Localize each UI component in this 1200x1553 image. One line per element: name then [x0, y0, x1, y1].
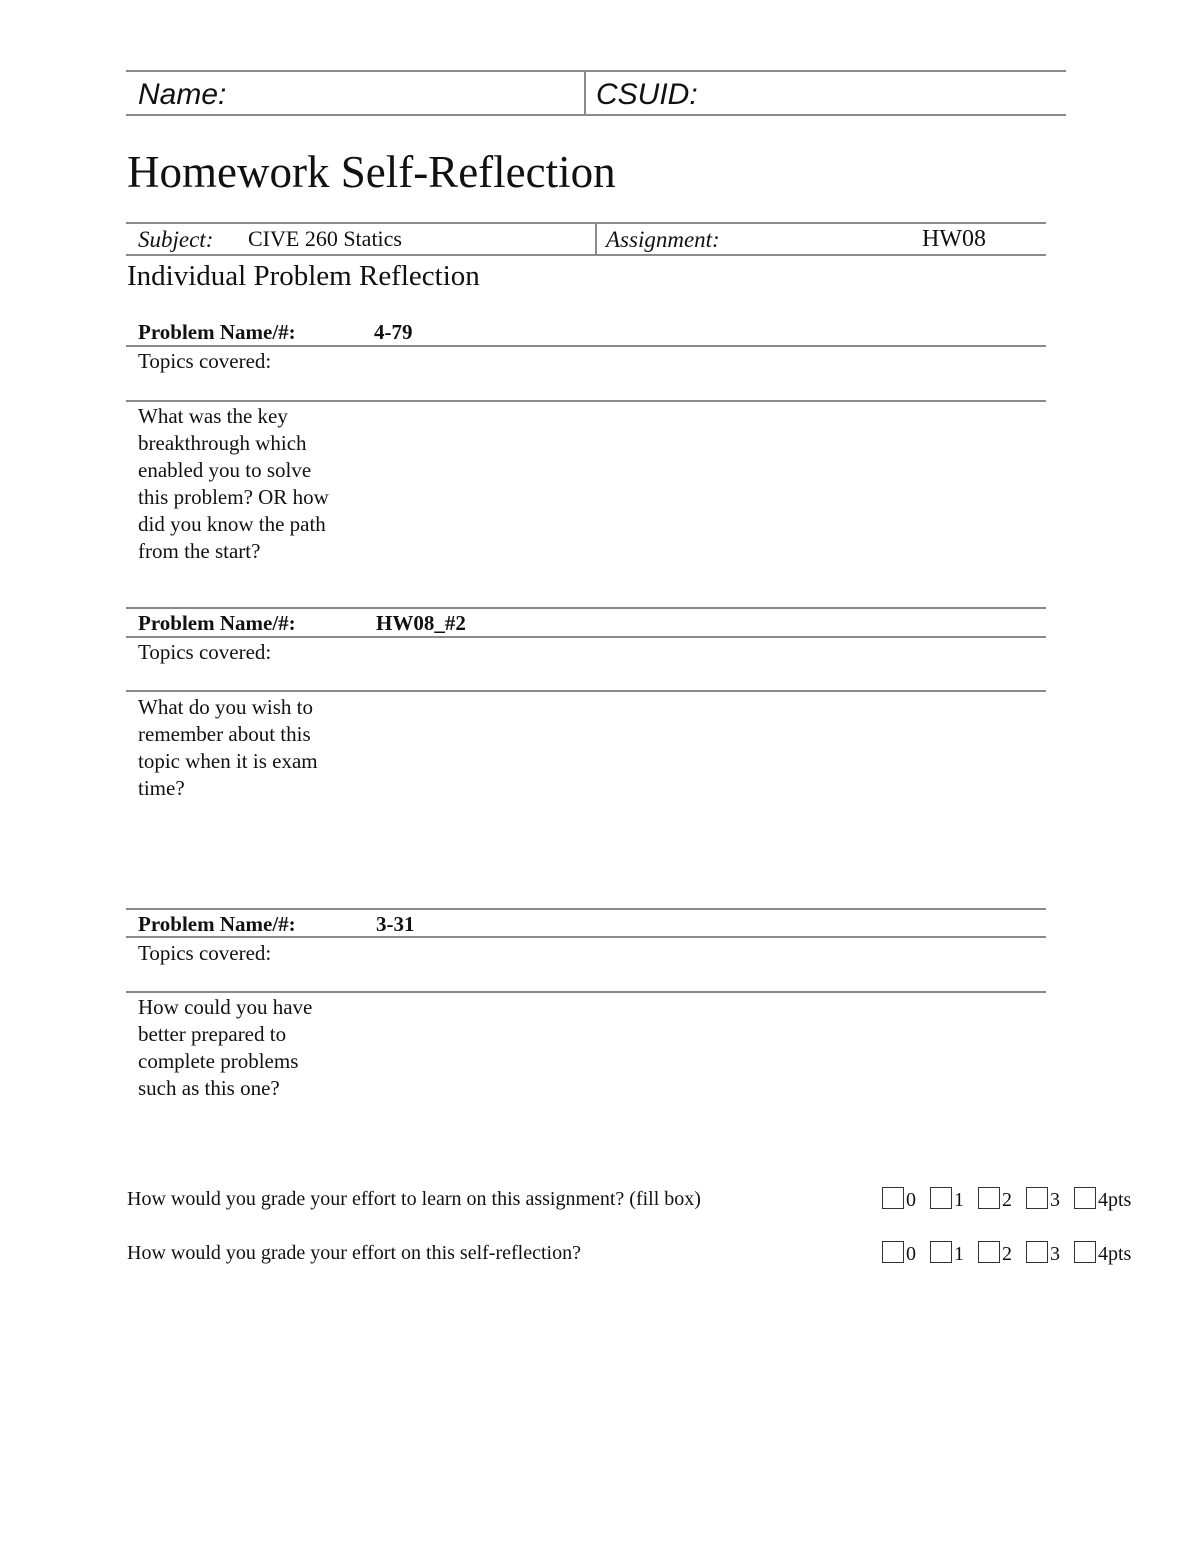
question-line: What was the key — [138, 404, 288, 428]
grade-effort-learn-question: How would you grade your effort to learn on this assignment? (fill box) — [127, 1188, 701, 1210]
header-divider — [584, 71, 586, 115]
problem-rule — [126, 636, 1046, 638]
grade-option[interactable]: 4pts — [1074, 1187, 1131, 1212]
question-line: from the start? — [138, 539, 261, 563]
reflection-answer-field[interactable] — [360, 994, 1040, 1134]
question-line: topic when it is exam — [138, 749, 318, 773]
reflection-answer-field[interactable] — [360, 403, 1040, 603]
problem-rule — [126, 690, 1046, 692]
question-line: did you know the path — [138, 512, 326, 536]
question-line: complete problems — [138, 1049, 299, 1073]
checkbox-icon[interactable] — [930, 1241, 952, 1263]
question-line: remember about this — [138, 722, 311, 746]
question-line: better prepared to — [138, 1022, 287, 1046]
question-line: What do you wish to — [138, 695, 313, 719]
checkbox-icon[interactable] — [882, 1241, 904, 1263]
checkbox-icon[interactable] — [1026, 1187, 1048, 1209]
problem-rule — [126, 400, 1046, 402]
question-line: enabled you to solve — [138, 458, 312, 482]
checkbox-icon[interactable] — [930, 1187, 952, 1209]
grade-effort-reflection-options — [882, 1241, 1140, 1266]
topics-answer-field[interactable] — [360, 639, 1040, 689]
assignment-value: HW08 — [922, 226, 986, 252]
grade-effort-reflection-row — [127, 1241, 1132, 1265]
header-top-rule — [126, 70, 1066, 72]
problem-name-label: Problem Name/#: — [138, 912, 296, 936]
problem-rule — [126, 345, 1046, 347]
topics-label: Topics covered: — [138, 941, 272, 965]
question-line: time? — [138, 776, 185, 800]
grade-effort-reflection-question: How would you grade your effort on this self-reflection? — [127, 1242, 581, 1264]
name-field[interactable] — [240, 74, 580, 112]
assignment-label: Assignment: — [606, 227, 720, 252]
problem-rule — [126, 607, 1046, 609]
grade-option[interactable]: 3 — [1026, 1187, 1060, 1212]
problem-number: 3-31 — [376, 912, 415, 936]
subject-divider — [595, 223, 597, 255]
reflection-question — [138, 403, 329, 565]
checkbox-icon[interactable] — [978, 1187, 1000, 1209]
problem-rule — [126, 991, 1046, 993]
grade-option[interactable]: 1 — [930, 1241, 964, 1266]
csuid-field[interactable] — [700, 74, 1060, 112]
grade-option[interactable]: 0 — [882, 1187, 916, 1212]
section-title: Individual Problem Reflection — [127, 260, 480, 292]
topics-label: Topics covered: — [138, 640, 272, 664]
problem-rule — [126, 908, 1046, 910]
question-line: How could you have — [138, 995, 313, 1019]
topics-answer-field[interactable] — [360, 348, 1040, 398]
checkbox-icon[interactable] — [1026, 1241, 1048, 1263]
grade-option[interactable]: 3 — [1026, 1241, 1060, 1266]
reflection-question — [138, 694, 318, 802]
problem-name-label: Problem Name/#: — [138, 320, 296, 344]
problem-number: 4-79 — [374, 320, 413, 344]
grade-option[interactable]: 2 — [978, 1187, 1012, 1212]
checkbox-icon[interactable] — [1074, 1187, 1096, 1209]
csuid-label: CSUID: — [596, 78, 698, 111]
problem-rule — [126, 936, 1046, 938]
page-title: Homework Self-Reflection — [127, 147, 616, 197]
grade-effort-learn-row — [127, 1187, 1132, 1211]
header-bottom-rule — [126, 114, 1066, 116]
topics-label: Topics covered: — [138, 349, 272, 373]
reflection-question — [138, 994, 312, 1102]
question-line: such as this one? — [138, 1076, 280, 1100]
grade-option[interactable]: 2 — [978, 1241, 1012, 1266]
subject-value: CIVE 260 Statics — [248, 226, 402, 251]
subject-bottom-rule — [126, 254, 1046, 256]
question-line: this problem? OR how — [138, 485, 329, 509]
subject-label: Subject: — [138, 227, 214, 252]
grade-option[interactable]: 1 — [930, 1187, 964, 1212]
topics-answer-field[interactable] — [360, 940, 1040, 990]
name-label: Name: — [138, 78, 227, 111]
subject-top-rule — [126, 222, 1046, 224]
grade-option[interactable]: 0 — [882, 1241, 916, 1266]
problem-name-label: Problem Name/#: — [138, 611, 296, 635]
problem-number: HW08_#2 — [376, 611, 466, 635]
checkbox-icon[interactable] — [882, 1187, 904, 1209]
reflection-answer-field[interactable] — [360, 694, 1040, 904]
checkbox-icon[interactable] — [978, 1241, 1000, 1263]
grade-effort-learn-options — [882, 1187, 1140, 1212]
question-line: breakthrough which — [138, 431, 307, 455]
grade-option[interactable]: 4pts — [1074, 1241, 1131, 1266]
checkbox-icon[interactable] — [1074, 1241, 1096, 1263]
